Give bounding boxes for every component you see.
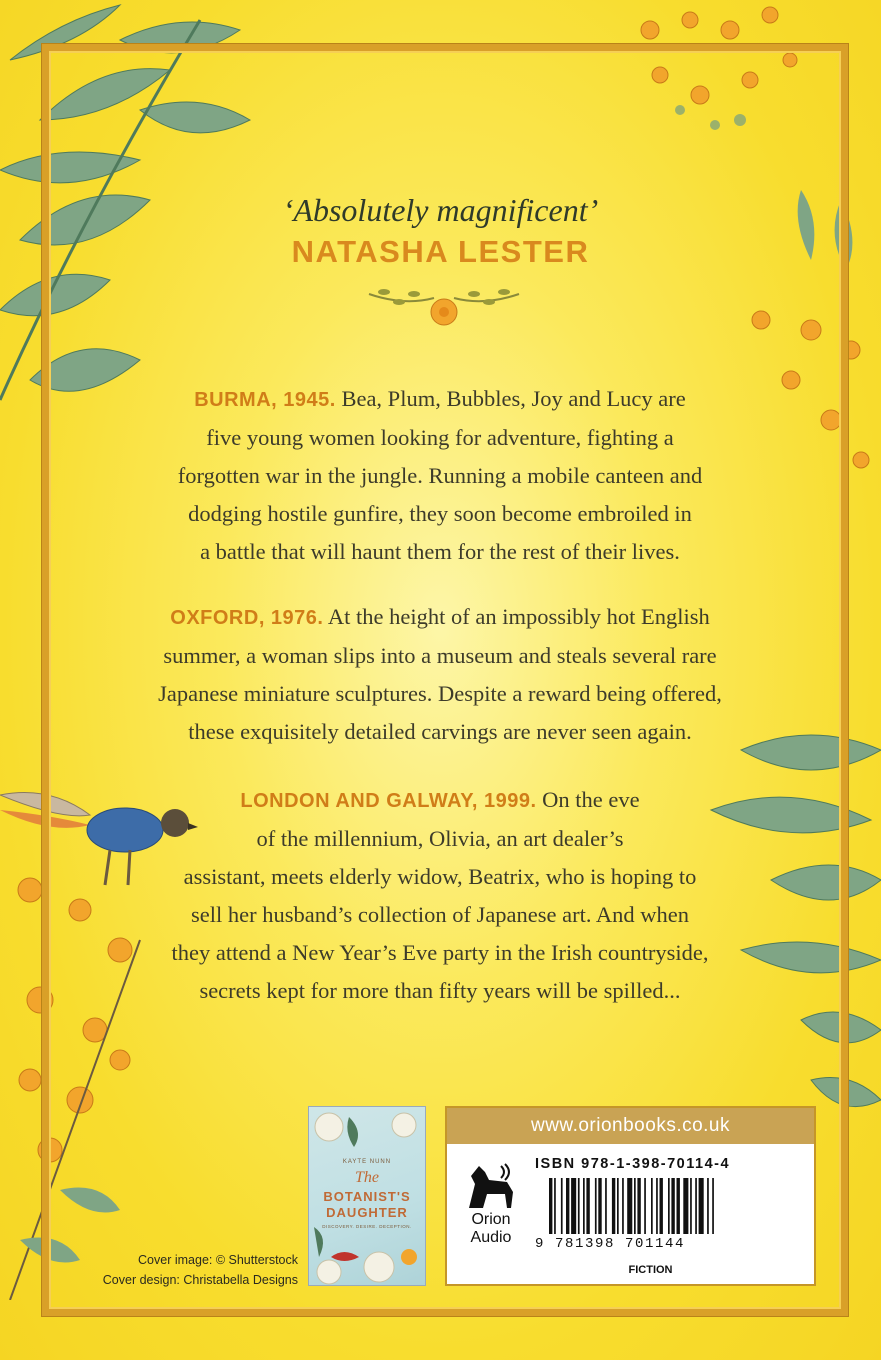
barcode-bar [690, 1178, 692, 1234]
thumbnail-author: KAYTE NUNN [342, 1159, 392, 1165]
thumbnail-title-line: DAUGHTER [326, 1205, 408, 1220]
thumbnail-title [309, 1189, 425, 1221]
blurb-line: five young women looking for adventure, fighting a [206, 425, 674, 450]
barcode-bar [671, 1178, 674, 1234]
review-quote: ‘Absolutely magnificent’ [282, 192, 599, 228]
barcode-bar [612, 1178, 615, 1234]
category-label: FICTION [628, 1264, 673, 1276]
quote-author: NATASHA LESTER [291, 234, 590, 269]
barcode-bar [677, 1178, 680, 1234]
publisher-website: www.orionbooks.co.uk [447, 1108, 814, 1144]
cover-image-credit: Cover image: © Shutterstock [138, 1253, 298, 1267]
publisher-imprint [461, 1211, 521, 1247]
floral-ornament-divider [364, 276, 524, 336]
barcode-bar [699, 1178, 704, 1234]
barcode-digits: 9 781398 701144 [535, 1236, 686, 1252]
blurb-line: forgotten war in the jungle. Running a mobile canteen and [177, 463, 703, 488]
barcode-bar [622, 1178, 624, 1234]
barcode-bar [598, 1178, 601, 1234]
publisher-format: Audio [470, 1229, 512, 1246]
barcode-bars [549, 1178, 789, 1234]
barcode-bar [605, 1178, 607, 1234]
barcode-bar [554, 1178, 556, 1234]
barcode-bar [683, 1178, 688, 1234]
thumbnail-title-the: The [355, 1169, 379, 1186]
cover-credits [92, 1250, 298, 1290]
barcode-bar [707, 1178, 709, 1234]
barcode-bar [627, 1178, 632, 1234]
blurb-line: a battle that will haunt them for the rest of their lives. [200, 539, 680, 564]
barcode-bar [668, 1178, 670, 1234]
blurb-line: of the millennium, Olivia, an art dealer’s [256, 826, 624, 851]
barcode-bar [660, 1178, 663, 1234]
barcode-bar [566, 1178, 569, 1234]
blurb-line: these exquisitely detailed carvings are never seen again. [188, 719, 692, 744]
barcode-bar [656, 1178, 658, 1234]
blurb-oxford [140, 598, 740, 751]
barcode-bar [637, 1178, 640, 1234]
barcode-bar [578, 1178, 580, 1234]
barcode-bar [595, 1178, 597, 1234]
blurb-line: Japanese miniature sculptures. Despite a reward being offered, [158, 681, 722, 706]
barcode-panel [445, 1106, 816, 1286]
barcode-bar [712, 1178, 714, 1234]
blurb-heading: OXFORD, 1976. [170, 607, 324, 629]
blurb-burma [140, 380, 740, 571]
isbn-number: ISBN 978-1-398-70114-4 [535, 1156, 731, 1172]
blurb-heading: LONDON AND GALWAY, 1999. [240, 790, 537, 812]
barcode-bar [651, 1178, 653, 1234]
barcode-bar [549, 1178, 552, 1234]
blurb-heading: BURMA, 1945. [194, 389, 336, 411]
cover-design-credit: Cover design: Christabella Designs [102, 1273, 298, 1287]
blurb-line: assistant, meets elderly widow, Beatrix, who is hoping to [183, 864, 697, 889]
blurb-line: summer, a woman slips into a museum and steals several rare [163, 643, 717, 668]
blurb-line: sell her husband’s collection of Japanese art. And when [191, 902, 689, 927]
barcode-bar [561, 1178, 563, 1234]
barcode-bar [634, 1178, 636, 1234]
blurb-line: they attend a New Year’s Eve party in the Irish countryside, [171, 940, 709, 965]
thumbnail-title-line: BOTANIST'S [323, 1189, 411, 1204]
cover-thumbnail [308, 1106, 426, 1286]
publisher-name: Orion [471, 1211, 511, 1228]
barcode-bar [571, 1178, 576, 1234]
blurb-line: dodging hostile gunfire, they soon become embroiled in [188, 501, 692, 526]
barcode-bar [617, 1178, 619, 1234]
barcode-bar [586, 1178, 589, 1234]
barcode-bar [695, 1178, 697, 1234]
blurb-line: On the eve [536, 787, 640, 812]
blurb-london-galway [140, 781, 740, 1010]
blurb-line: At the height of an impossibly hot English [323, 604, 710, 629]
thumbnail-tagline: DISCOVERY. DESIRE. DECEPTION. [322, 1224, 412, 1229]
blurb-line: secrets kept for more than fifty years will be spilled... [199, 978, 681, 1003]
orion-dog-logo-icon [461, 1162, 521, 1212]
barcode-bar [644, 1178, 646, 1234]
blurb-line: Bea, Plum, Bubbles, Joy and Lucy are [335, 386, 686, 411]
barcode-bar [583, 1178, 585, 1234]
